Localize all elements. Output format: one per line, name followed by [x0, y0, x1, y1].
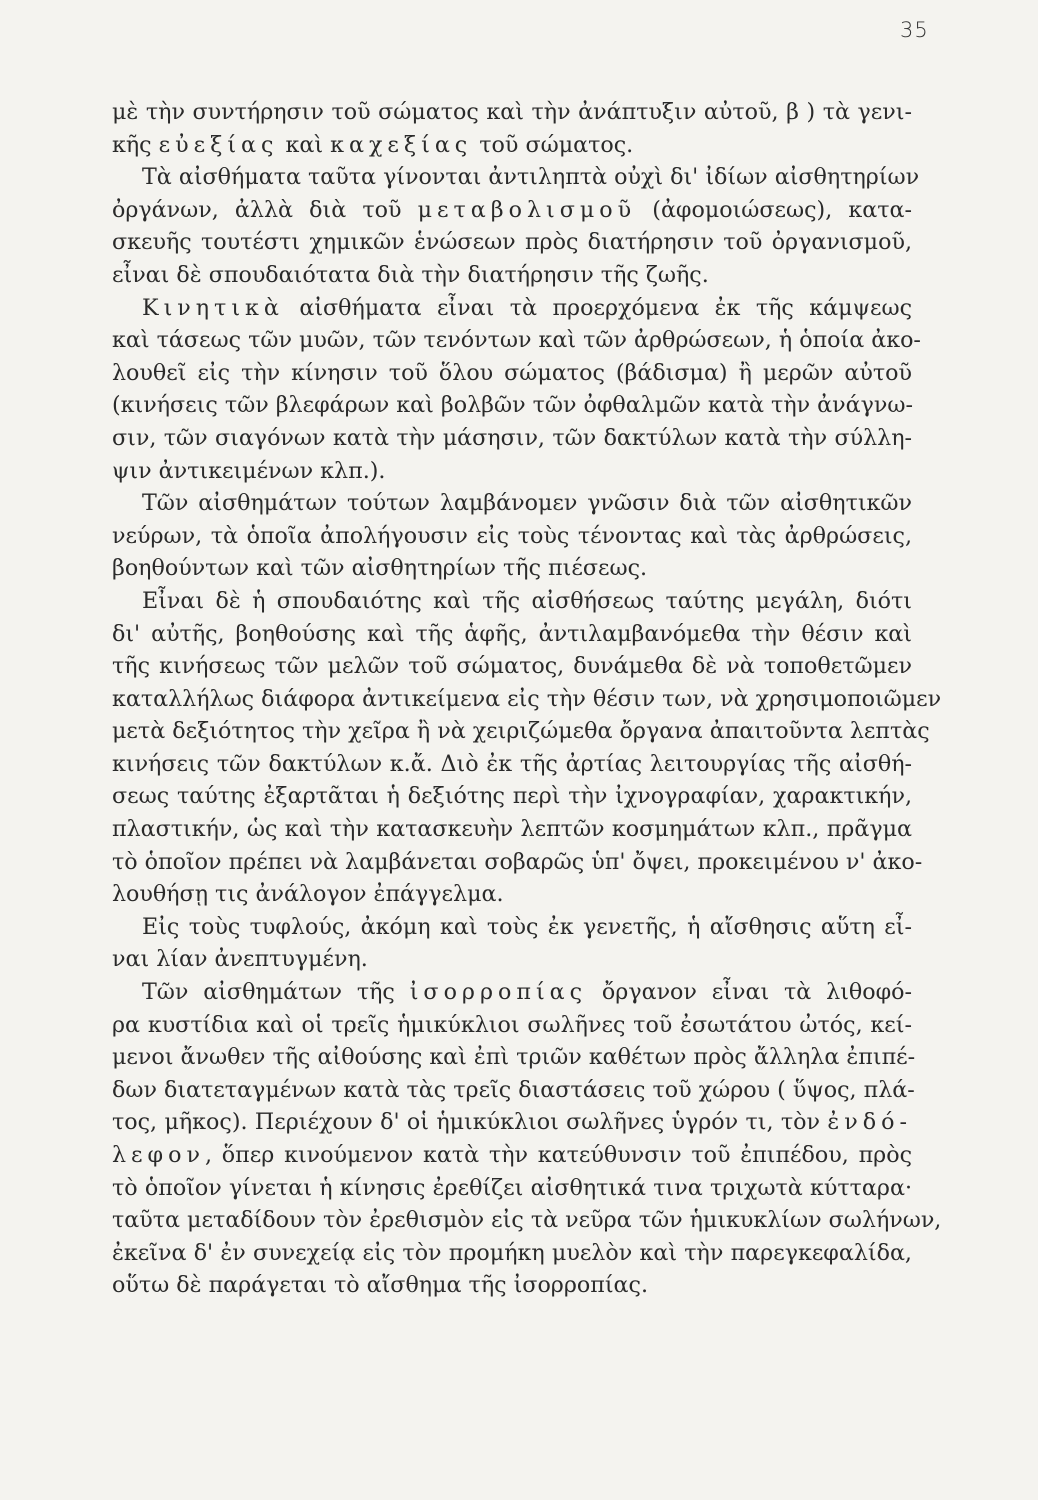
text-line [112, 487, 912, 520]
text-segment: σιν, τῶν σιαγόνων κατὰ τὴν μάσησιν, τῶν δακτύλων κατὰ τὴν σύλλη- [112, 424, 912, 451]
text-line [112, 161, 920, 194]
text-segment: οὕτω δὲ παράγεται τὸ αἴσθημα τῆς ἰσορροπίας. [112, 1272, 648, 1299]
text-line [112, 780, 912, 813]
text-line [112, 976, 912, 1009]
text-segment: Τῶν αἰσθημάτων τῆς [142, 979, 410, 1006]
text-line [112, 389, 912, 422]
text-segment: ἐκεῖνα δ' ἐν συνεχείᾳ εἰς τὸν προμήκη μυελὸν καὶ τὴν παρεγκεφαλίδα, [112, 1239, 912, 1266]
spaced-term: εὐεξίας [158, 131, 279, 158]
text-line [112, 1074, 915, 1107]
text-line [112, 1237, 912, 1270]
text-segment: ψιν ἀντικειμένων κλπ.). [112, 457, 386, 484]
text-line [112, 650, 912, 683]
text-segment: (κινήσεις τῶν βλεφάρων καὶ βολβῶν τῶν ὀφθαλμῶν κατὰ τὴν ἀνάγνω- [112, 392, 913, 419]
text-line [112, 683, 942, 716]
text-segment: νεύρων, τὰ ὁποῖα ἀπολήγουσιν εἰς τοὺς τένοντας καὶ τὰς ἀρθρώσεις, [112, 522, 912, 549]
text-segment: Εἰς τοὺς τυφλούς, ἀκόμη καὶ τοὺς ἐκ γενετῆς, ἡ αἴσθησις αὕτη εἶ- [142, 913, 912, 940]
spaced-term: ἐνδό- [827, 1109, 912, 1136]
text-segment: τὸ ὁποῖον πρέπει νὰ λαμβάνεται σοβαρῶς ὑπ' ὄψει, προκειμένου ν' ἀκο- [112, 848, 923, 875]
text-segment: ὄργανον εἶναι τὰ λιθοφό- [587, 979, 912, 1006]
text-line [112, 1269, 912, 1302]
text-segment: σεως ταύτης ἐξαρτᾶται ἡ δεξιότης περὶ τὴν ἰχνογραφίαν, χαρακτικήν, [112, 783, 912, 810]
text-segment: καὶ [278, 131, 331, 158]
text-segment: καταλλήλως διάφορα ἀντικείμενα εἰς τὴν θέσιν των, νὰ χρησιμοποιῶμεν [112, 685, 942, 712]
text-line [112, 1041, 916, 1074]
text-segment: μενοι ἄνωθεν τῆς αἰθούσης καὶ ἐπὶ τριῶν καθέτων πρὸς ἄλληλα ἐπιπέ- [112, 1044, 916, 1071]
text-line [112, 422, 912, 455]
text-segment: αἰσθήματα εἶναι τὰ προερχόμενα ἐκ τῆς κάμψεως [283, 294, 912, 321]
text-line [112, 1009, 912, 1042]
text-segment: εἶναι δὲ σπουδαιότατα διὰ τὴν διατήρησιν τῆς ζωῆς. [112, 261, 709, 288]
spaced-term: μεταβολισμοῦ [417, 196, 637, 223]
text-segment: μετὰ δεξιότητος τὴν χεῖρα ἢ νὰ χειριζώμεθα ὄργανα ἀπαιτοῦντα λεπτὰς [112, 718, 930, 745]
spaced-term: Κινητικὰ [142, 294, 284, 321]
text-segment: δων διατεταγμένων κατὰ τὰς τρεῖς διαστάσεις τοῦ χώρου ( ὕψος, πλά- [112, 1076, 915, 1103]
spaced-term: καχεξίας [330, 131, 473, 158]
text-segment: ρα κυστίδια καὶ οἱ τρεῖς ἡμικύκλιοι σωλῆνες τοῦ ἐσωτάτου ὠτός, κεί- [112, 1011, 912, 1038]
text-segment: σκευῆς τουτέστι χημικῶν ἑνώσεων πρὸς διατήρησιν τοῦ ὀργανισμοῦ, [112, 229, 912, 256]
text-segment: Τὰ αἰσθήματα ταῦτα γίνονται ἀντιληπτὰ οὐχὶ δι' ἰδίων αἰσθητηρίων [142, 164, 920, 191]
text-line [112, 813, 912, 846]
page-number: 35 [900, 18, 929, 42]
text-line [112, 552, 912, 585]
text-line [112, 194, 912, 227]
text-segment: Τῶν αἰσθημάτων τούτων λαμβάνομεν γνῶσιν διὰ τῶν αἰσθητικῶν [142, 490, 912, 517]
text-segment: καὶ τάσεως τῶν μυῶν, τῶν τενόντων καὶ τῶν ἀρθρώσεων, ἡ ὁποία ἀκο- [112, 327, 921, 354]
text-segment: βοηθούντων καὶ τῶν αἰσθητηρίων τῆς πιέσεως. [112, 555, 648, 582]
text-line [112, 129, 912, 162]
text-line [112, 455, 912, 488]
text-line [112, 357, 912, 390]
text-line [112, 846, 923, 879]
text-line [112, 748, 912, 781]
text-line [112, 1106, 912, 1139]
spaced-term: λεφον [112, 1142, 205, 1168]
text-line [112, 618, 912, 651]
text-segment: , ὅπερ κινούμενον κατὰ τὴν κατεύθυνσιν τοῦ ἐπιπέδου, πρὸς [204, 1142, 912, 1168]
text-line [112, 585, 912, 618]
text-segment: (ἀφομοιώσεως), κατα- [636, 196, 913, 223]
text-segment: ὀργάνων, ἀλλὰ διὰ τοῦ [112, 196, 418, 223]
text-segment: τοῦ σώματος. [472, 131, 634, 158]
text-segment: κῆς [112, 131, 159, 158]
text-line [112, 1172, 912, 1205]
text-line [112, 520, 912, 553]
text-segment: κινήσεις τῶν δακτύλων κ.ἄ. Διὸ ἐκ τῆς ἀρτίας λειτουργίας τῆς αἰσθή- [112, 750, 912, 777]
text-segment: δι' αὐτῆς, βοηθούσης καὶ τῆς ἁφῆς, ἀντιλαμβανόμεθα τὴν θέσιν καὶ [112, 620, 912, 647]
text-line [112, 259, 912, 292]
text-segment: λουθεῖ εἰς τὴν κίνησιν τοῦ ὅλου σώματος (βάδισμα) ἢ μερῶν αὐτοῦ [112, 359, 912, 386]
spaced-term: ἰσορροπίας [409, 979, 588, 1006]
text-segment: ναι λίαν ἀνεπτυγμένη. [112, 946, 368, 973]
text-line [112, 324, 921, 357]
text-line [112, 96, 912, 129]
body-text [112, 96, 942, 1302]
text-segment: Εἶναι δὲ ἡ σπουδαιότης καὶ τῆς αἰσθήσεως ταύτης μεγάλη, διότι [142, 587, 912, 614]
text-line [112, 715, 930, 748]
text-line [112, 943, 912, 976]
text-line [112, 911, 912, 944]
text-segment: λουθήσῃ τις ἀνάλογον ἐπάγγελμα. [112, 881, 504, 908]
text-segment: μὲ τὴν συντήρησιν τοῦ σώματος καὶ τὴν ἀνάπτυξιν αὐτοῦ, β ) τὰ γενι- [112, 99, 912, 125]
text-line [112, 878, 912, 911]
text-line [112, 292, 912, 325]
text-segment: πλαστικήν, ὡς καὶ τὴν κατασκευὴν λεπτῶν κοσμημάτων κλπ., πρᾶγμα [112, 816, 912, 843]
text-segment: τος, μῆκος). Περιέχουν δ' οἱ ἡμικύκλιοι σωλῆνες ὑγρόν τι, τὸν [112, 1109, 828, 1136]
text-line [112, 1204, 942, 1237]
text-segment: ταῦτα μεταδίδουν τὸν ἐρεθισμὸν εἰς τὰ νεῦρα τῶν ἡμικυκλίων σωλήνων, [112, 1207, 942, 1234]
text-segment: τὸ ὁποῖον γίνεται ἡ κίνησις ἐρεθίζει αἰσθητικά τινα τριχωτὰ κύτταρα· [112, 1174, 912, 1201]
text-line [112, 226, 912, 259]
text-line [112, 1139, 912, 1172]
text-segment: τῆς κινήσεως τῶν μελῶν τοῦ σώματος, δυνάμεθα δὲ νὰ τοποθετῶμεν [112, 653, 912, 680]
